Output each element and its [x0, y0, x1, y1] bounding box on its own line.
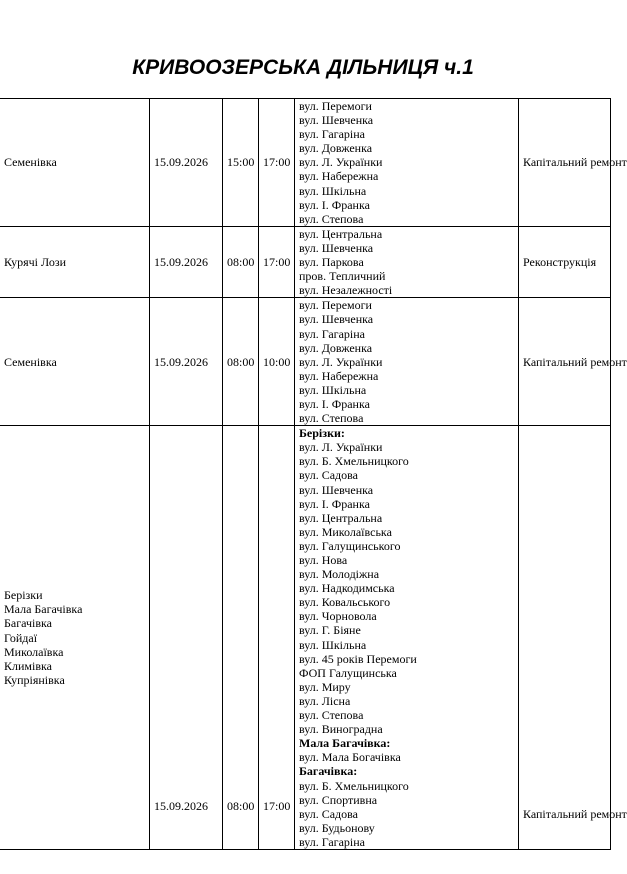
settlement-name: Купріянівка [4, 672, 65, 687]
date-cell: 15.09.2026 [150, 298, 223, 426]
end-time-cell: 17:00 [259, 226, 295, 297]
street-item: вул. Чорновола [299, 609, 377, 624]
street-item: вул. Садова [299, 468, 358, 483]
street-item: вул. Степова [299, 708, 364, 723]
settlement-name: Мала Багачівка [4, 602, 83, 617]
start-time-cell: 08:00 [223, 426, 259, 850]
table-row [0, 226, 611, 297]
start-time-cell: 08:00 [223, 226, 259, 297]
street-item: пров. Тепличний [299, 269, 386, 284]
street-item: вул. Б. Хмельницкого [299, 778, 409, 793]
date-cell: 15.09.2026 [150, 226, 223, 297]
streets-cell [295, 298, 519, 426]
settlement-name: Климівка [4, 658, 52, 673]
work-type-cell: Капітальний ремонт [519, 298, 611, 426]
outage-schedule-table [0, 98, 627, 850]
table-row [0, 426, 611, 850]
street-item: вул. Л. Українки [299, 155, 383, 170]
street-item: вул. Перемоги [299, 99, 372, 113]
end-time-cell: 17:00 [259, 99, 295, 227]
street-item: вул. Молодіжна [299, 567, 380, 582]
street-item: вул. Довженка [299, 141, 373, 156]
street-item: вул. Шевченка [299, 240, 374, 255]
settlement-heading: Берізки: [299, 426, 345, 441]
date-cell: 15.09.2026 [150, 99, 223, 227]
street-item: вул. Нова [299, 553, 348, 567]
street-item: вул. Галущинського [299, 538, 401, 553]
street-item: вул. Степова [299, 411, 364, 426]
settlement-name: Багачівка [4, 616, 52, 631]
table-row [0, 99, 611, 227]
street-item: вул. Гагаріна [299, 127, 366, 142]
settlement-heading: Багачівка: [299, 764, 358, 779]
settlement-cell: Семенівка [0, 298, 150, 426]
street-item: вул. Центральна [299, 226, 383, 241]
work-type-cell: Реконструкція [519, 226, 611, 297]
street-item: вул. Шкільна [299, 637, 367, 652]
streets-cell [295, 426, 519, 850]
end-time-cell: 10:00 [259, 298, 295, 426]
settlement-name: Берізки [4, 588, 43, 603]
street-item: вул. Перемоги [299, 298, 372, 313]
street-item: вул. І. Франка [299, 197, 370, 212]
street-item: вул. Шевченка [299, 482, 374, 497]
street-item: вул. Ковальського [299, 595, 391, 610]
street-item: вул. Б. Хмельницкого [299, 454, 409, 469]
street-item: вул. Степова [299, 211, 364, 226]
start-time-cell: 08:00 [223, 298, 259, 426]
street-item: вул. Миру [299, 679, 351, 694]
settlement-cell: Курячі Лози [0, 226, 150, 297]
street-item: вул. Паркова [299, 255, 364, 270]
document-title: КРИВООЗЕРСЬКА ДІЛЬНИЦЯ ч.1 [132, 56, 474, 79]
street-item: вул. Л. Українки [299, 440, 383, 455]
street-item: вул. Набережна [299, 169, 379, 184]
street-item: вул. Шевченка [299, 312, 374, 327]
date-cell: 15.09.2026 [150, 426, 223, 850]
street-item: вул. Будьонову [299, 820, 375, 835]
street-item: вул. Надкодимська [299, 581, 395, 596]
settlement-name: Миколаївка [4, 644, 64, 659]
settlement-heading: Мала Багачівка: [299, 736, 391, 751]
street-item: вул. Незалежності [299, 283, 393, 298]
street-item: вул. Садова [299, 806, 358, 821]
street-item: вул. Центральна [299, 510, 383, 525]
street-item: вул. Л. Українки [299, 354, 383, 369]
street-item: вул. Мала Богачівка [299, 750, 401, 765]
table-row [0, 298, 611, 426]
street-item: вул. Шевченка [299, 113, 374, 128]
street-item: вул. Миколаївська [299, 524, 392, 539]
street-item: вул. І. Франка [299, 496, 370, 511]
street-item: вул. Гагаріна [299, 834, 366, 849]
street-item: вул. І. Франка [299, 396, 370, 411]
street-item: вул. Набережна [299, 368, 379, 383]
settlement-cell: Семенівка [0, 99, 150, 227]
work-type-cell: Капітальний ремонт [519, 99, 611, 227]
end-time-cell: 17:00 [259, 426, 295, 850]
settlement-cell [0, 426, 150, 850]
street-item: вул. Лісна [299, 693, 351, 708]
work-type-cell: Капітальний ремонт [519, 426, 611, 850]
street-item: ФОП Галущинська [299, 665, 397, 680]
streets-cell [295, 99, 519, 227]
street-item: вул. 45 років Перемоги [299, 651, 417, 666]
street-item: вул. Шкільна [299, 183, 367, 198]
street-item: вул. Довженка [299, 340, 373, 355]
street-item: вул. Гагаріна [299, 326, 366, 341]
street-item: вул. Шкільна [299, 382, 367, 397]
street-item: вул. Г. Біяне [299, 623, 361, 638]
start-time-cell: 15:00 [223, 99, 259, 227]
street-item: вул. Спортивна [299, 792, 378, 807]
settlement-name: Гойдаї [4, 630, 38, 645]
street-item: вул. Виноградна [299, 722, 383, 737]
streets-cell [295, 226, 519, 297]
